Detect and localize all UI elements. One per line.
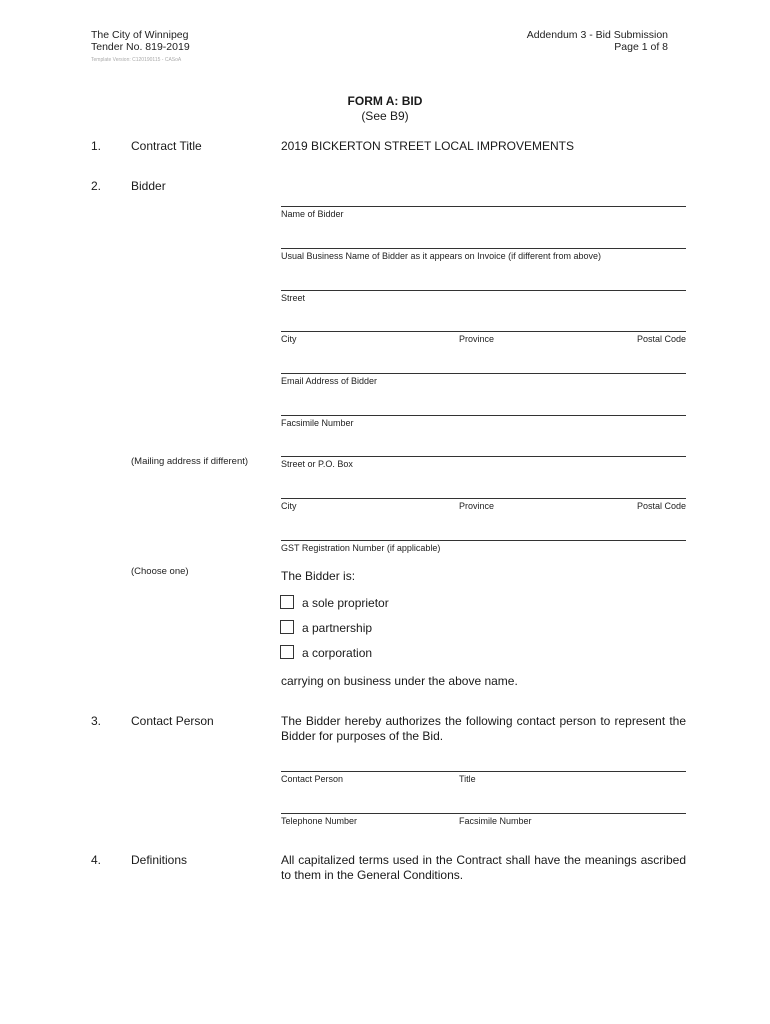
mailing-city-line[interactable] (281, 498, 686, 499)
province-label: Province (459, 334, 495, 344)
section-2-label: Bidder (131, 179, 166, 193)
mailing-postal-code-label: Postal Code (636, 501, 686, 511)
city-province-postal-line[interactable] (281, 331, 686, 332)
section-3-label: Contact Person (131, 714, 214, 728)
gst-label: GST Registration Number (if applicable) (281, 543, 441, 553)
header-addendum: Addendum 3 - Bid Submission (526, 29, 668, 41)
template-version: Template Version: C120190115 - CASoA (91, 57, 182, 63)
street-po-label: Street or P.O. Box (281, 459, 353, 469)
form-subtitle: (See B9) (361, 109, 409, 123)
mailing-address-note: (Mailing address if different) (131, 456, 249, 467)
header-city: The City of Winnipeg (91, 29, 189, 41)
sole-proprietor-checkbox[interactable] (280, 595, 294, 609)
bidder-is-prompt: The Bidder is: (281, 569, 356, 583)
facsimile-label: Facsimile Number (281, 418, 354, 428)
corporation-label: a corporation (302, 646, 373, 660)
contact-person-label: Contact Person (281, 774, 344, 784)
definitions-text: All capitalized terms used in the Contract shall have the meanings ascribed to them in the General Conditions. (281, 853, 686, 882)
street-po-line[interactable] (281, 456, 686, 457)
carrying-on-business-text: carrying on business under the above name. (281, 674, 518, 688)
section-4-label: Definitions (131, 853, 188, 867)
corporation-checkbox[interactable] (280, 645, 294, 659)
street-line[interactable] (281, 290, 686, 291)
mailing-province-label: Province (459, 501, 495, 511)
name-of-bidder-line[interactable] (281, 206, 686, 207)
email-line[interactable] (281, 373, 686, 374)
contact-facsimile-label: Facsimile Number (459, 816, 532, 826)
gst-line[interactable] (281, 540, 686, 541)
section-3-number: 3. (91, 714, 102, 728)
partnership-checkbox[interactable] (280, 620, 294, 634)
contact-person-authorization: The Bidder hereby authorizes the following contact person to represent the Bidder for purposes of the Bid. (281, 714, 686, 743)
section-1-number: 1. (91, 139, 102, 153)
header-tender: Tender No. 819-2019 (91, 41, 190, 53)
city-label: City (281, 334, 297, 344)
header-page: Page 1 of 8 (614, 41, 668, 53)
title-label: Title (459, 774, 476, 784)
section-1-label: Contract Title (131, 139, 202, 153)
telephone-line[interactable] (281, 813, 686, 814)
section-2-number: 2. (91, 179, 102, 193)
street-label: Street (281, 293, 306, 303)
mailing-city-label: City (281, 501, 297, 511)
postal-code-label: Postal Code (636, 334, 686, 344)
contract-title-value: 2019 BICKERTON STREET LOCAL IMPROVEMENTS (281, 139, 574, 153)
section-4-number: 4. (91, 853, 102, 867)
business-name-label: Usual Business Name of Bidder as it appears on Invoice (if different from above) (281, 251, 601, 261)
business-name-line[interactable] (281, 248, 686, 249)
email-label: Email Address of Bidder (281, 376, 378, 386)
choose-one-note: (Choose one) (131, 566, 189, 577)
partnership-label: a partnership (302, 621, 373, 635)
contact-person-line[interactable] (281, 771, 686, 772)
sole-proprietor-label: a sole proprietor (302, 596, 389, 610)
form-title: FORM A: BID (347, 94, 423, 108)
name-of-bidder-label: Name of Bidder (281, 209, 344, 219)
telephone-label: Telephone Number (281, 816, 358, 826)
facsimile-line[interactable] (281, 415, 686, 416)
